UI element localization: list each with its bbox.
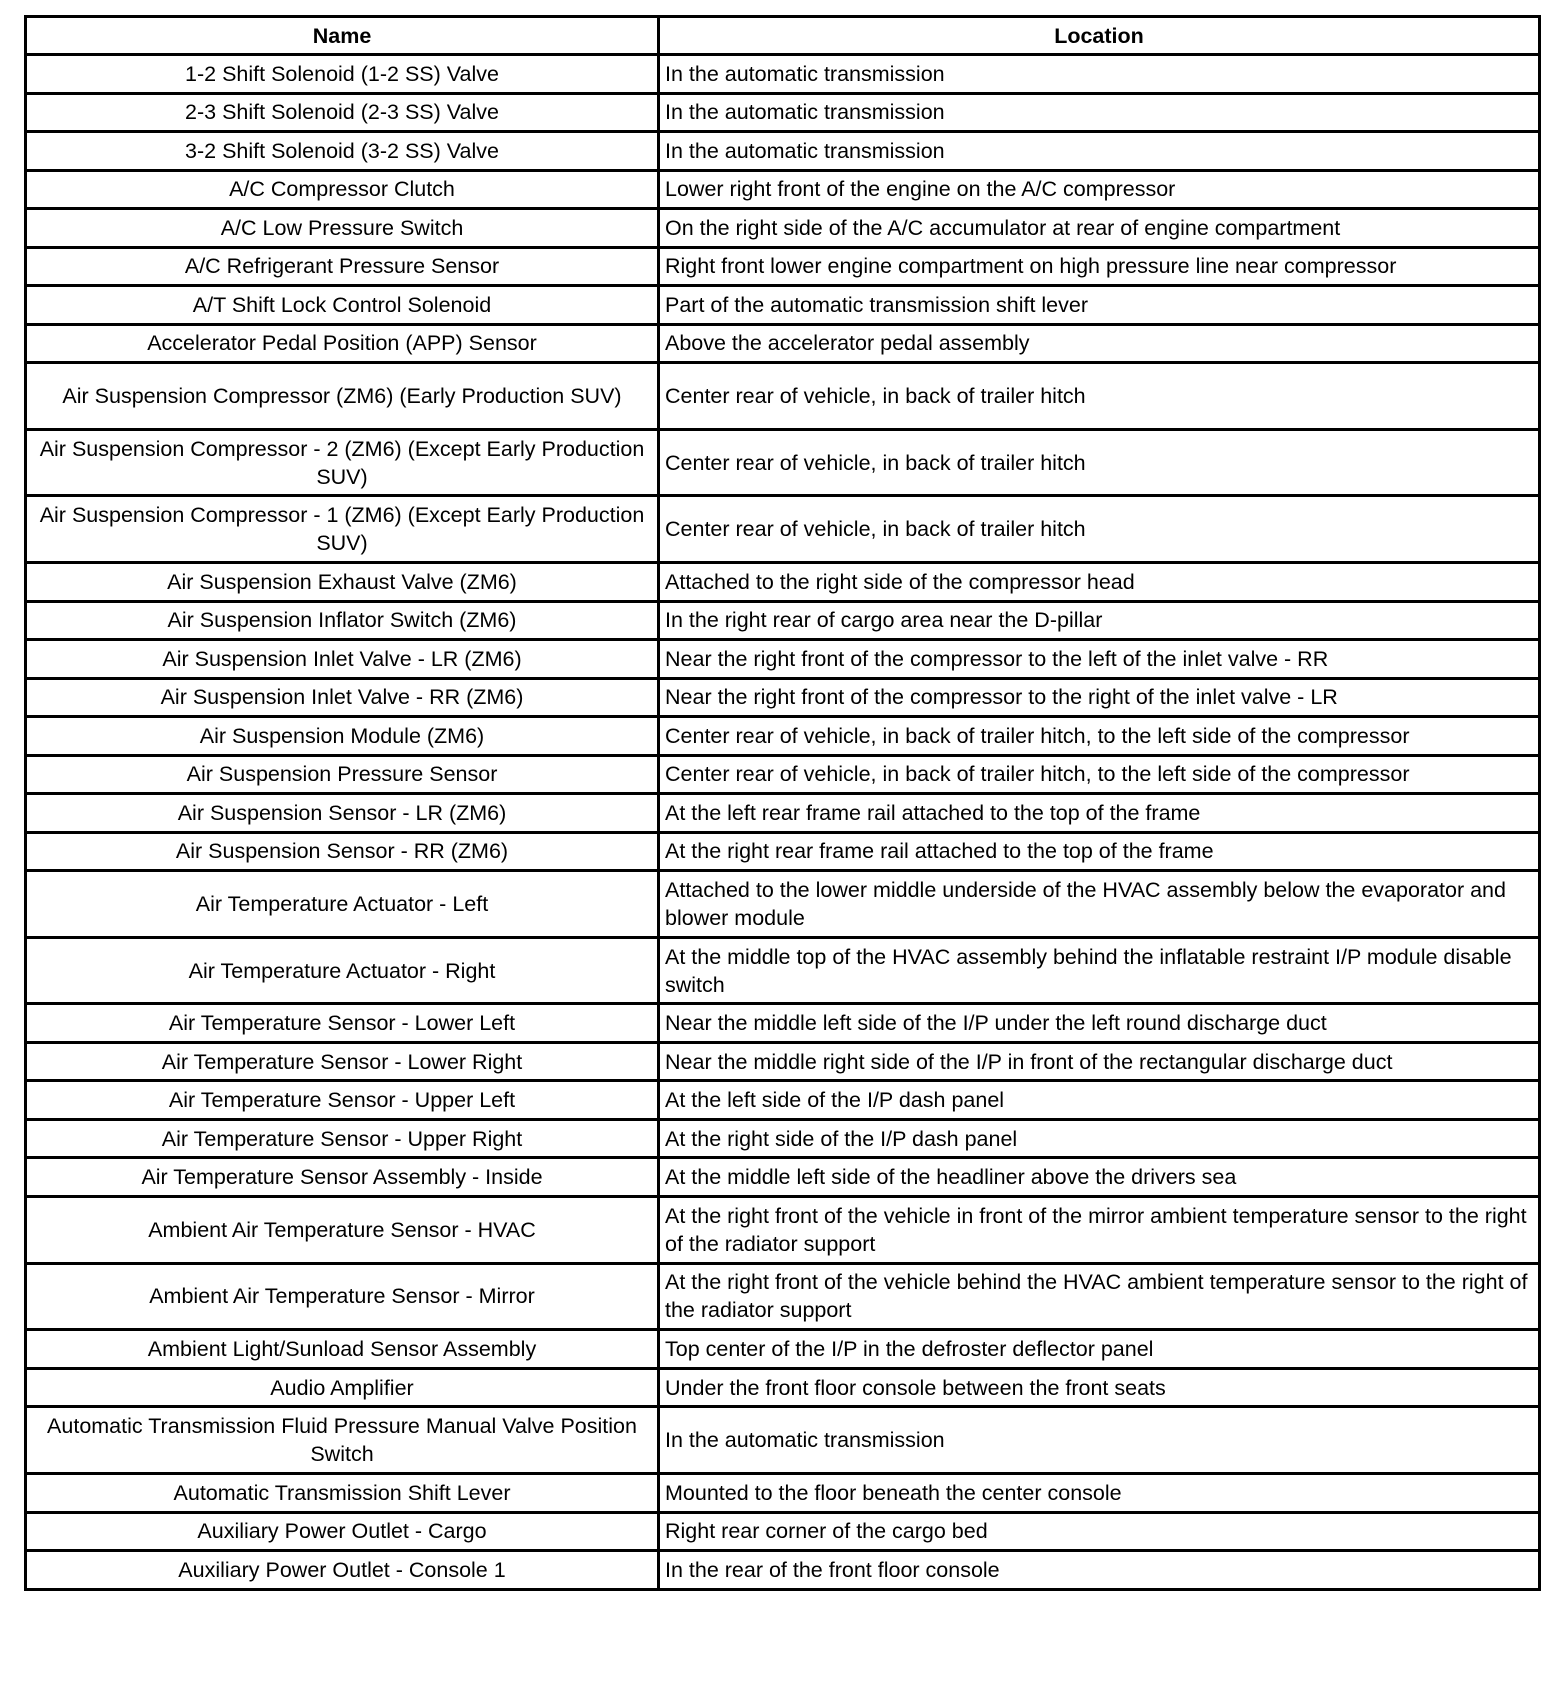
cell-location: In the automatic transmission <box>659 1407 1540 1474</box>
table-row <box>26 1551 1540 1590</box>
cell-name: Air Suspension Pressure Sensor <box>26 755 659 794</box>
cell-name: Auxiliary Power Outlet - Cargo <box>26 1512 659 1551</box>
cell-location: At the right front of the vehicle behind the HVAC ambient temperature sensor to the right of the radiator support <box>659 1263 1540 1330</box>
table-row <box>26 1158 1540 1197</box>
table-row <box>26 1330 1540 1369</box>
table-row <box>26 601 1540 640</box>
cell-name: Air Temperature Sensor Assembly - Inside <box>26 1158 659 1197</box>
table-row <box>26 1407 1540 1474</box>
table-row <box>26 755 1540 794</box>
cell-location: At the right front of the vehicle in front of the mirror ambient temperature sensor to the right of the radiator support <box>659 1196 1540 1263</box>
cell-location: In the right rear of cargo area near the D-pillar <box>659 601 1540 640</box>
table-row <box>26 937 1540 1004</box>
cell-location: Near the middle right side of the I/P in front of the rectangular discharge duct <box>659 1042 1540 1081</box>
table-row <box>26 429 1540 496</box>
table-row <box>26 1042 1540 1081</box>
cell-location: Right front lower engine compartment on high pressure line near compressor <box>659 247 1540 286</box>
table-row <box>26 324 1540 363</box>
cell-name: Air Suspension Compressor - 2 (ZM6) (Except Early Production SUV) <box>26 429 659 496</box>
cell-name: 2-3 Shift Solenoid (2-3 SS) Valve <box>26 93 659 132</box>
table-row <box>26 1474 1540 1513</box>
cell-location: Near the right front of the compressor to the right of the inlet valve - LR <box>659 678 1540 717</box>
cell-name: A/C Low Pressure Switch <box>26 209 659 248</box>
table-row <box>26 496 1540 563</box>
cell-name: Ambient Air Temperature Sensor - HVAC <box>26 1196 659 1263</box>
cell-name: Ambient Air Temperature Sensor - Mirror <box>26 1263 659 1330</box>
cell-name: Air Suspension Compressor - 1 (ZM6) (Except Early Production SUV) <box>26 496 659 563</box>
table-row <box>26 132 1540 171</box>
cell-location: On the right side of the A/C accumulator at rear of engine compartment <box>659 209 1540 248</box>
cell-name: Air Suspension Sensor - RR (ZM6) <box>26 832 659 871</box>
table-row <box>26 247 1540 286</box>
cell-location: Top center of the I/P in the defroster deflector panel <box>659 1330 1540 1369</box>
table-row <box>26 363 1540 430</box>
cell-name: A/C Refrigerant Pressure Sensor <box>26 247 659 286</box>
column-header-location: Location <box>659 17 1540 55</box>
cell-name: Air Suspension Module (ZM6) <box>26 717 659 756</box>
cell-name: Air Suspension Compressor (ZM6) (Early Production SUV) <box>26 363 659 430</box>
cell-name: Air Temperature Sensor - Lower Right <box>26 1042 659 1081</box>
table-row <box>26 93 1540 132</box>
cell-name: Air Temperature Actuator - Right <box>26 937 659 1004</box>
cell-name: Air Temperature Sensor - Upper Right <box>26 1119 659 1158</box>
table-row <box>26 170 1540 209</box>
table-row <box>26 871 1540 938</box>
cell-location: In the automatic transmission <box>659 55 1540 94</box>
cell-name: Air Temperature Actuator - Left <box>26 871 659 938</box>
cell-name: Air Suspension Inflator Switch (ZM6) <box>26 601 659 640</box>
cell-name: 3-2 Shift Solenoid (3-2 SS) Valve <box>26 132 659 171</box>
cell-name: A/T Shift Lock Control Solenoid <box>26 286 659 325</box>
table-row <box>26 1004 1540 1043</box>
cell-name: Audio Amplifier <box>26 1368 659 1407</box>
table-row <box>26 1196 1540 1263</box>
cell-location: Above the accelerator pedal assembly <box>659 324 1540 363</box>
table-row <box>26 640 1540 679</box>
cell-location: Part of the automatic transmission shift lever <box>659 286 1540 325</box>
cell-location: Center rear of vehicle, in back of trailer hitch <box>659 429 1540 496</box>
table-row <box>26 1263 1540 1330</box>
cell-name: Automatic Transmission Fluid Pressure Manual Valve Position Switch <box>26 1407 659 1474</box>
table-row <box>26 1368 1540 1407</box>
cell-location: Near the right front of the compressor to the left of the inlet valve - RR <box>659 640 1540 679</box>
cell-name: 1-2 Shift Solenoid (1-2 SS) Valve <box>26 55 659 94</box>
cell-location: Center rear of vehicle, in back of trailer hitch <box>659 496 1540 563</box>
cell-location: At the left rear frame rail attached to the top of the frame <box>659 794 1540 833</box>
table-row <box>26 832 1540 871</box>
table-row <box>26 209 1540 248</box>
table-row <box>26 55 1540 94</box>
table-row <box>26 678 1540 717</box>
cell-location: At the left side of the I/P dash panel <box>659 1081 1540 1120</box>
table-row <box>26 1119 1540 1158</box>
cell-location: Center rear of vehicle, in back of trailer hitch, to the left side of the compressor <box>659 717 1540 756</box>
cell-name: Accelerator Pedal Position (APP) Sensor <box>26 324 659 363</box>
cell-location: Attached to the right side of the compressor head <box>659 563 1540 602</box>
cell-location: At the middle left side of the headliner above the drivers sea <box>659 1158 1540 1197</box>
cell-location: Under the front floor console between the front seats <box>659 1368 1540 1407</box>
cell-location: Attached to the lower middle underside of the HVAC assembly below the evaporator and blower module <box>659 871 1540 938</box>
table-row <box>26 1081 1540 1120</box>
cell-location: Lower right front of the engine on the A/C compressor <box>659 170 1540 209</box>
table-row <box>26 794 1540 833</box>
cell-location: In the automatic transmission <box>659 93 1540 132</box>
table-row <box>26 717 1540 756</box>
cell-name: Air Temperature Sensor - Upper Left <box>26 1081 659 1120</box>
cell-name: Air Temperature Sensor - Lower Left <box>26 1004 659 1043</box>
cell-location: In the rear of the front floor console <box>659 1551 1540 1590</box>
cell-location: In the automatic transmission <box>659 132 1540 171</box>
component-location-table <box>24 15 1541 1591</box>
table-row <box>26 563 1540 602</box>
cell-location: Center rear of vehicle, in back of trailer hitch, to the left side of the compressor <box>659 755 1540 794</box>
column-header-name: Name <box>26 17 659 55</box>
table-row <box>26 286 1540 325</box>
cell-location: Mounted to the floor beneath the center console <box>659 1474 1540 1513</box>
cell-name: Ambient Light/Sunload Sensor Assembly <box>26 1330 659 1369</box>
cell-name: Air Suspension Exhaust Valve (ZM6) <box>26 563 659 602</box>
cell-location: At the middle top of the HVAC assembly behind the inflatable restraint I/P module disable switch <box>659 937 1540 1004</box>
cell-name: Air Suspension Inlet Valve - RR (ZM6) <box>26 678 659 717</box>
cell-name: Auxiliary Power Outlet - Console 1 <box>26 1551 659 1590</box>
cell-location: At the right side of the I/P dash panel <box>659 1119 1540 1158</box>
header-row <box>26 17 1540 55</box>
cell-location: At the right rear frame rail attached to the top of the frame <box>659 832 1540 871</box>
cell-location: Center rear of vehicle, in back of trailer hitch <box>659 363 1540 430</box>
table-row <box>26 1512 1540 1551</box>
cell-name: Automatic Transmission Shift Lever <box>26 1474 659 1513</box>
cell-name: Air Suspension Inlet Valve - LR (ZM6) <box>26 640 659 679</box>
cell-name: Air Suspension Sensor - LR (ZM6) <box>26 794 659 833</box>
cell-location: Near the middle left side of the I/P under the left round discharge duct <box>659 1004 1540 1043</box>
cell-name: A/C Compressor Clutch <box>26 170 659 209</box>
cell-location: Right rear corner of the cargo bed <box>659 1512 1540 1551</box>
